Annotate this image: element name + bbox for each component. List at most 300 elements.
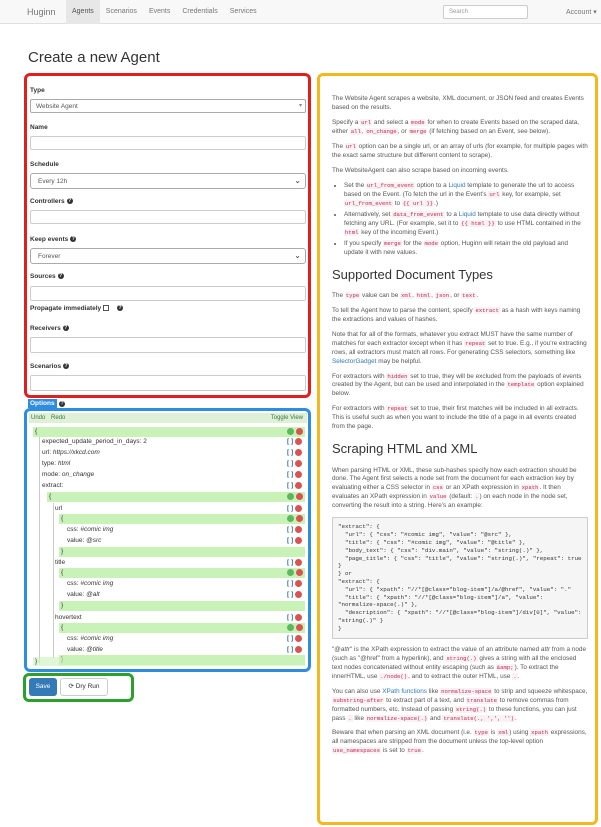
doc-text: like: [352, 714, 366, 722]
inline-code: json: [435, 291, 450, 299]
doc-text: key, for example, set: [500, 190, 561, 198]
brackets-icon[interactable]: [ ]: [287, 559, 294, 566]
row-controls[interactable]: [287, 449, 303, 457]
json-band: [59, 514, 305, 524]
code-example: "extract": { "url": { "css": "#comic img", "value": "@src" }, "title": { "css": "#comic img", "value": "@title" }, "body_text": { "css": "div.main", "value": "string(.)" }, "page_title": { "css": "title", "value": "string(.)", "repeat": true } } or "extract": { "url": { "xpath": "//*[@class="blog-item"]/a/@href", "value": "." "title": { "xpath": "//*[@class="blog-item"]/a", "value": "normalize-space(.)" }, "description": { "xpath": "//*[@class="blog-item"]/div[0]", "value": "string(.)" } }: [332, 517, 588, 638]
inline-code: string(.): [446, 654, 477, 662]
remove-icon[interactable]: [295, 438, 302, 445]
json-key: extract:: [42, 482, 64, 489]
brackets-icon[interactable]: [ ]: [287, 460, 294, 467]
json-key: value: @alt: [67, 591, 100, 598]
doc-text: "@: [332, 645, 341, 653]
search-input[interactable]: Search: [443, 5, 528, 19]
json-guide: [39, 437, 40, 663]
inline-code: translate: [466, 696, 497, 704]
inline-code: all: [350, 127, 361, 135]
json-value[interactable]: #comic img: [80, 526, 114, 533]
sources-label-text: Sources: [30, 273, 56, 280]
doc-text: to: [393, 199, 402, 207]
inline-code: substring-after: [333, 696, 384, 704]
add-icon[interactable]: [287, 428, 294, 435]
doc-text: Alternatively, set: [344, 210, 393, 218]
chevron-down-icon: ⌄: [294, 251, 301, 260]
json-band: [59, 623, 305, 633]
json-key-text: value: [67, 591, 83, 598]
help-icon[interactable]: ?: [64, 325, 68, 332]
json-key: css: #comic img: [67, 635, 114, 642]
doc-text: . It then evaluates an XPath expression in: [332, 484, 561, 501]
doc-text: .: [422, 747, 424, 755]
caret-down-icon: ▾: [593, 9, 597, 16]
doc-text: or an XPath expression in: [443, 484, 521, 492]
doc-paragraph: The WebsiteAgent can also scrape based on incoming events.: [332, 166, 509, 174]
doc-text: To tell the Agent how to parse the content, specify: [332, 306, 475, 314]
json-brace: {: [61, 624, 64, 631]
json-key: value: @title: [67, 646, 103, 653]
doc-paragraph: [332, 292, 588, 301]
json-key-text: url: [42, 449, 50, 456]
help-icon[interactable]: ?: [64, 363, 68, 370]
json-key: css: #comic img: [67, 526, 114, 533]
nav-credentials[interactable]: Credentials: [182, 8, 218, 15]
doc-text: , or: [450, 291, 462, 299]
brackets-icon[interactable]: [ ]: [287, 471, 294, 478]
inline-code: extract: [475, 306, 499, 314]
json-brace: {: [61, 569, 64, 576]
options-label: Options: [30, 400, 55, 407]
inline-code: value: [429, 493, 447, 501]
brackets-icon[interactable]: [ ]: [287, 635, 294, 642]
inline-code: translate(., ',', ''): [443, 714, 514, 722]
inline-code: xml: [498, 729, 509, 737]
doc-text: and select a: [372, 118, 411, 126]
inline-code: on_change: [366, 127, 397, 135]
controllers-input[interactable]: [30, 210, 306, 224]
doc-text: ,: [412, 291, 416, 299]
inline-code: use_namespaces: [333, 747, 380, 755]
remove-icon[interactable]: [296, 569, 303, 576]
brackets-icon[interactable]: [ ]: [287, 449, 294, 456]
xpath-functions-link[interactable]: XPath functions: [382, 687, 427, 695]
doc-text: and: [428, 714, 443, 722]
json-brace: }: [61, 602, 64, 609]
doc-text: Set the: [344, 181, 367, 189]
doc-text: (if fetching based on an Event, see below).: [427, 127, 550, 135]
keep-events-label: [30, 236, 76, 243]
doc-text: set to true. E.g., if you're extracting rows, all extractors must match all rows. For generating CSS selectors, something like: [332, 339, 587, 356]
doc-paragraph: [332, 307, 588, 325]
chevron-down-icon: ⌄: [294, 176, 301, 185]
doc-paragraph: [332, 119, 588, 137]
type-value: Website Agent: [36, 103, 78, 110]
row-controls[interactable]: [287, 482, 303, 490]
json-key-text: expected_update_period_in_days: [42, 438, 140, 445]
help-icon[interactable]: ?: [68, 198, 72, 205]
doc-text: value can be: [360, 291, 401, 299]
remove-icon[interactable]: [295, 614, 302, 621]
inline-code: url_from_event: [367, 181, 415, 189]
inline-code: xpath: [521, 484, 539, 492]
doc-text: The: [332, 142, 345, 150]
doc-text: to remove commas from formatted numbers, etc. Instead of passing: [332, 696, 569, 713]
receivers-label: [30, 325, 69, 332]
list-item: [344, 211, 588, 238]
doc-text: " is the XPath expression to extract the value of an attribute named: [350, 645, 541, 653]
keep-events-select[interactable]: [30, 248, 306, 264]
json-brace: {: [35, 428, 38, 435]
inline-code: html: [416, 291, 431, 299]
nav-agents[interactable]: Agents: [66, 0, 100, 24]
json-key: value: @src: [67, 537, 102, 544]
dry-run-button[interactable]: [60, 678, 108, 696]
doc-paragraph: [332, 467, 588, 512]
json-key-text: css: [67, 526, 77, 533]
row-controls[interactable]: [287, 580, 303, 588]
json-value[interactable]: https://xkcd.com: [52, 449, 100, 456]
refresh-icon: ⟳: [68, 683, 74, 690]
sources-input[interactable]: [30, 286, 306, 301]
json-value[interactable]: @alt: [86, 591, 100, 598]
remove-icon[interactable]: [295, 646, 302, 653]
doc-text: to a: [444, 210, 459, 218]
propagate-checkbox[interactable]: [103, 305, 109, 311]
doc-text: like: [426, 687, 441, 695]
doc-text: , or: [397, 127, 409, 135]
doc-text: gives a string with all the enclosed text nodes concatenated without entity escaping (such as: [332, 654, 577, 671]
json-key: expected_update_period_in_days: 2: [42, 438, 147, 445]
add-icon[interactable]: [287, 569, 294, 576]
json-guide: [53, 503, 54, 658]
page-title: Create a new Agent: [28, 49, 160, 66]
row-controls[interactable]: [287, 646, 303, 654]
nav-services[interactable]: Services: [229, 8, 257, 15]
inline-code: &amp;: [496, 663, 514, 671]
remove-icon[interactable]: [295, 591, 302, 598]
json-key-text: extract: [42, 482, 62, 489]
json-band: [59, 601, 305, 611]
doc-text: .: [517, 672, 520, 680]
brackets-icon[interactable]: [ ]: [287, 646, 294, 653]
inline-code: url_from_event: [345, 199, 392, 207]
brackets-icon[interactable]: [ ]: [287, 537, 294, 544]
inline-code: string(.): [455, 705, 487, 713]
doc-paragraph: [332, 143, 588, 161]
remove-icon[interactable]: [295, 537, 302, 544]
doc-text: as a hash with keys naming the extractions and values of hashes.: [332, 306, 581, 323]
inline-code: type: [345, 291, 360, 299]
name-label: Name: [30, 124, 48, 131]
undo-button[interactable]: Undo: [31, 415, 46, 421]
doc-text: option explained below.: [332, 381, 584, 398]
nav-links: [66, 0, 263, 24]
account-label: Account: [566, 9, 592, 16]
brackets-icon[interactable]: [ ]: [287, 591, 294, 598]
sources-label: [30, 273, 64, 280]
inline-code: normalize-space(.): [366, 714, 428, 722]
doc-text: option to a: [415, 181, 449, 189]
doc-text: option can be a single url, or an array of urls (for example, for multiple pages with the exact same structure but different content to scrape).: [332, 142, 588, 159]
account-menu[interactable]: [566, 8, 597, 16]
help-icon[interactable]: ?: [71, 236, 75, 243]
json-editor: [29, 413, 307, 669]
inline-code: merge: [409, 127, 427, 135]
json-key: mode: on_change: [42, 471, 95, 478]
doc-text: set to true, they will be excluded from the payloads of events created by the Agent, but can be used and interpolated in the: [332, 372, 582, 389]
row-controls[interactable]: [287, 526, 303, 534]
doc-text: to these functions, you can just pass: [332, 705, 577, 722]
remove-icon[interactable]: [295, 580, 302, 587]
json-value[interactable]: html: [57, 460, 71, 467]
inline-code: {{ url }}: [402, 199, 434, 207]
brackets-icon[interactable]: [ ]: [287, 482, 294, 489]
doc-text: For extractors with: [332, 405, 387, 413]
inline-code: hidden: [387, 372, 408, 380]
json-brace: }: [35, 658, 38, 665]
row-controls[interactable]: [287, 537, 303, 545]
doc-text: ,: [431, 291, 435, 299]
inline-code: url: [345, 142, 356, 150]
inline-code: normalize-space: [441, 687, 492, 695]
json-key-text: value: [67, 537, 83, 544]
doc-text: template to use data directly without fetching any URL. (For example, set it to: [344, 210, 580, 227]
list-item: [344, 240, 588, 258]
json-value[interactable]: @title: [86, 646, 103, 653]
remove-icon[interactable]: [296, 515, 303, 522]
doc-text: ) on each node in the node set, converting the result into a string. Here's an example:: [332, 493, 568, 510]
remove-icon[interactable]: [296, 428, 303, 435]
brackets-icon[interactable]: [ ]: [287, 526, 294, 533]
inline-code: url: [361, 118, 372, 126]
remove-icon[interactable]: [295, 482, 302, 489]
doc-text: ,: [361, 127, 366, 135]
keep-events-value: Forever: [38, 253, 61, 260]
doc-text: attr: [540, 645, 551, 653]
inline-code: html: [345, 228, 359, 236]
agent-description: [332, 95, 588, 762]
json-value[interactable]: on_change: [61, 471, 95, 478]
doc-text: .: [514, 714, 517, 722]
inline-code: {{ html }}: [461, 219, 495, 227]
doc-text: to extract part of a text, and: [384, 696, 466, 704]
doc-text: attr: [340, 645, 350, 653]
json-band: [33, 657, 305, 666]
json-key: type: html: [42, 460, 71, 467]
doc-text: Beware that when parsing an XML document (i.e.: [332, 729, 474, 737]
scenarios-input[interactable]: [30, 375, 306, 391]
json-band: [47, 492, 305, 502]
json-band: [59, 547, 305, 557]
doc-text: When parsing HTML or XML, these sub-hashes specify how each extraction should be done. The Agent first selects a node set from the document for each extraction key by evaluating either a CSS selector in: [332, 466, 577, 492]
help-icon[interactable]: ?: [118, 305, 122, 312]
inline-code: url: [489, 190, 500, 198]
schedule-value: Every 12h: [38, 178, 68, 185]
doc-paragraph: [332, 646, 588, 682]
json-key: css: #comic img: [67, 580, 114, 587]
selectorgadget-link[interactable]: SelectorGadget: [332, 357, 377, 365]
doc-text: is: [488, 729, 498, 737]
json-key-text: mode: [42, 471, 59, 478]
remove-icon[interactable]: [296, 624, 303, 631]
doc-paragraph: [332, 405, 588, 432]
row-controls[interactable]: [287, 635, 303, 643]
doc-paragraph: [332, 729, 588, 756]
doc-text: ). To extract the innerHTML, use: [332, 663, 559, 680]
brand-logo[interactable]: Huginn: [27, 7, 56, 17]
doc-text: .): [434, 199, 439, 207]
liquid-link[interactable]: Liquid: [448, 181, 466, 189]
row-controls[interactable]: [287, 505, 303, 513]
row-controls[interactable]: [287, 460, 303, 468]
scenarios-label: [30, 363, 69, 370]
nav-events[interactable]: Events: [148, 8, 171, 15]
controllers-label-text: Controllers: [30, 198, 65, 205]
liquid-link[interactable]: Liquid: [458, 210, 476, 218]
add-icon[interactable]: [287, 515, 294, 522]
brackets-icon[interactable]: [ ]: [287, 614, 294, 621]
doc-text: Note that for all of the formats, whatever you extract MUST have the same number of matches for each extractor except when it has: [332, 330, 573, 347]
remove-icon[interactable]: [295, 635, 302, 642]
doc-text: (default:: [447, 493, 475, 501]
type-select[interactable]: [30, 99, 306, 113]
json-key: url: [55, 505, 63, 512]
type-label: Type: [30, 87, 45, 94]
top-navbar: [0, 0, 601, 24]
inline-code: template: [507, 381, 535, 389]
inline-code: css: [432, 484, 443, 492]
inline-code: mode: [424, 239, 438, 247]
inline-code: repeat: [387, 405, 408, 413]
doc-text: You can also use: [332, 687, 383, 695]
section-heading: Scraping HTML and XML: [332, 441, 478, 457]
inline-code: xml: [401, 291, 412, 299]
remove-icon[interactable]: [295, 471, 302, 478]
inline-code: ./node(): [380, 672, 408, 680]
nav-scenarios[interactable]: Scenarios: [105, 8, 137, 15]
dry-run-label: Dry Run: [75, 683, 100, 690]
inline-code: .: [513, 672, 517, 680]
json-key-text: value: [67, 646, 83, 653]
inline-code: type: [474, 729, 488, 737]
json-value[interactable]: @src: [86, 537, 102, 544]
json-key: url: https://xkcd.com: [42, 449, 100, 456]
inline-code: xpath: [531, 729, 548, 737]
inline-code: text: [462, 291, 476, 299]
json-band: [59, 568, 305, 578]
doc-list: [344, 182, 588, 258]
inline-code: data_from_event: [393, 210, 444, 218]
json-editor-toolbar: [29, 413, 307, 423]
remove-icon[interactable]: [295, 449, 302, 456]
add-icon[interactable]: [287, 493, 294, 500]
row-controls[interactable]: [287, 591, 303, 599]
remove-icon[interactable]: [295, 526, 302, 533]
schedule-label: Schedule: [30, 161, 59, 168]
json-value[interactable]: #comic img: [80, 580, 114, 587]
doc-text: may be helpful.: [376, 357, 422, 365]
doc-text: set to true, their first matches will be included in all extracts. This is useful such as when you want to include the title of a page in all events created from the page.: [332, 405, 579, 431]
json-key-text: css: [67, 580, 77, 587]
doc-text: For extractors with: [332, 372, 387, 380]
doc-text: .: [476, 291, 479, 299]
remove-icon[interactable]: [295, 505, 302, 512]
toggle-view-button[interactable]: Toggle View: [270, 415, 303, 421]
doc-text: ) using: [509, 729, 531, 737]
row-controls[interactable]: [287, 471, 303, 479]
doc-paragraph: The Website Agent scrapes a website, XML document, or JSON feed and creates Events based on the results.: [332, 95, 584, 111]
controllers-label: [30, 198, 73, 205]
doc-text: key of the incoming Event.): [359, 228, 439, 236]
redo-button[interactable]: Redo: [51, 415, 66, 421]
doc-text: for when to create Events based on the scraped data, either: [332, 118, 580, 135]
inline-code: .: [475, 493, 479, 501]
json-key: title: [55, 559, 66, 566]
doc-text: The: [332, 291, 345, 299]
doc-text: , and to extract the outer HTML, use: [408, 672, 513, 680]
keep-events-label-text: Keep events: [30, 236, 69, 243]
receivers-input[interactable]: [30, 337, 306, 353]
help-icon[interactable]: ?: [59, 273, 63, 280]
schedule-select[interactable]: [30, 173, 306, 189]
doc-paragraph: [332, 331, 588, 367]
propagate-label-text: Propagate immediately: [30, 305, 102, 312]
row-controls[interactable]: [287, 559, 303, 567]
brackets-icon[interactable]: [ ]: [287, 438, 294, 445]
inline-code: .: [348, 714, 352, 722]
add-icon[interactable]: [287, 624, 294, 631]
doc-text: for the: [401, 239, 424, 247]
save-button[interactable]: Save: [29, 678, 57, 696]
remove-icon[interactable]: [296, 493, 303, 500]
doc-text: expressions, all namespaces are stripped from the document unless the top-level option: [332, 729, 587, 746]
scenarios-label-text: Scenarios: [30, 363, 62, 370]
name-input[interactable]: [30, 136, 306, 150]
propagate-label: [30, 305, 123, 312]
inline-code: merge: [384, 239, 401, 247]
remove-icon[interactable]: [295, 460, 302, 467]
json-key-text: css: [67, 635, 77, 642]
doc-text: to strip and squeeze whitespace,: [492, 687, 588, 695]
doc-text: to use HTML contained in the: [495, 219, 581, 227]
doc-text: Specify a: [332, 118, 361, 126]
doc-text: option, Huginn will retain the old payload and update it with new values.: [344, 239, 568, 256]
doc-text: template to generate the url to access based on the Event. (To fetch the url in the Event's: [344, 181, 575, 198]
doc-paragraph: [332, 688, 588, 724]
remove-icon[interactable]: [295, 559, 302, 566]
list-item: [344, 182, 588, 209]
doc-text: from a node (such as "@href" from a hyperlink), and: [332, 645, 587, 662]
row-controls[interactable]: [287, 438, 303, 446]
doc-text: If you specify: [344, 239, 384, 247]
json-band: [33, 427, 305, 437]
select-arrow-icon: ▾: [298, 103, 302, 109]
json-key-text: type: [42, 460, 55, 467]
json-brace: {: [49, 493, 52, 500]
inline-code: true: [407, 747, 422, 755]
json-value[interactable]: 2: [143, 438, 147, 445]
json-value[interactable]: #comic img: [80, 635, 114, 642]
receivers-label-text: Receivers: [30, 325, 61, 332]
json-key: hovertext: [55, 614, 82, 621]
json-brace: }: [61, 548, 64, 555]
brackets-icon[interactable]: [ ]: [287, 580, 294, 587]
brackets-icon[interactable]: [ ]: [287, 505, 294, 512]
json-brace: {: [61, 515, 64, 522]
help-icon[interactable]: ?: [60, 401, 64, 407]
inline-code: mode: [411, 118, 425, 126]
section-heading: Supported Document Types: [332, 266, 493, 282]
row-controls[interactable]: [287, 614, 303, 622]
doc-paragraph: [332, 373, 588, 400]
